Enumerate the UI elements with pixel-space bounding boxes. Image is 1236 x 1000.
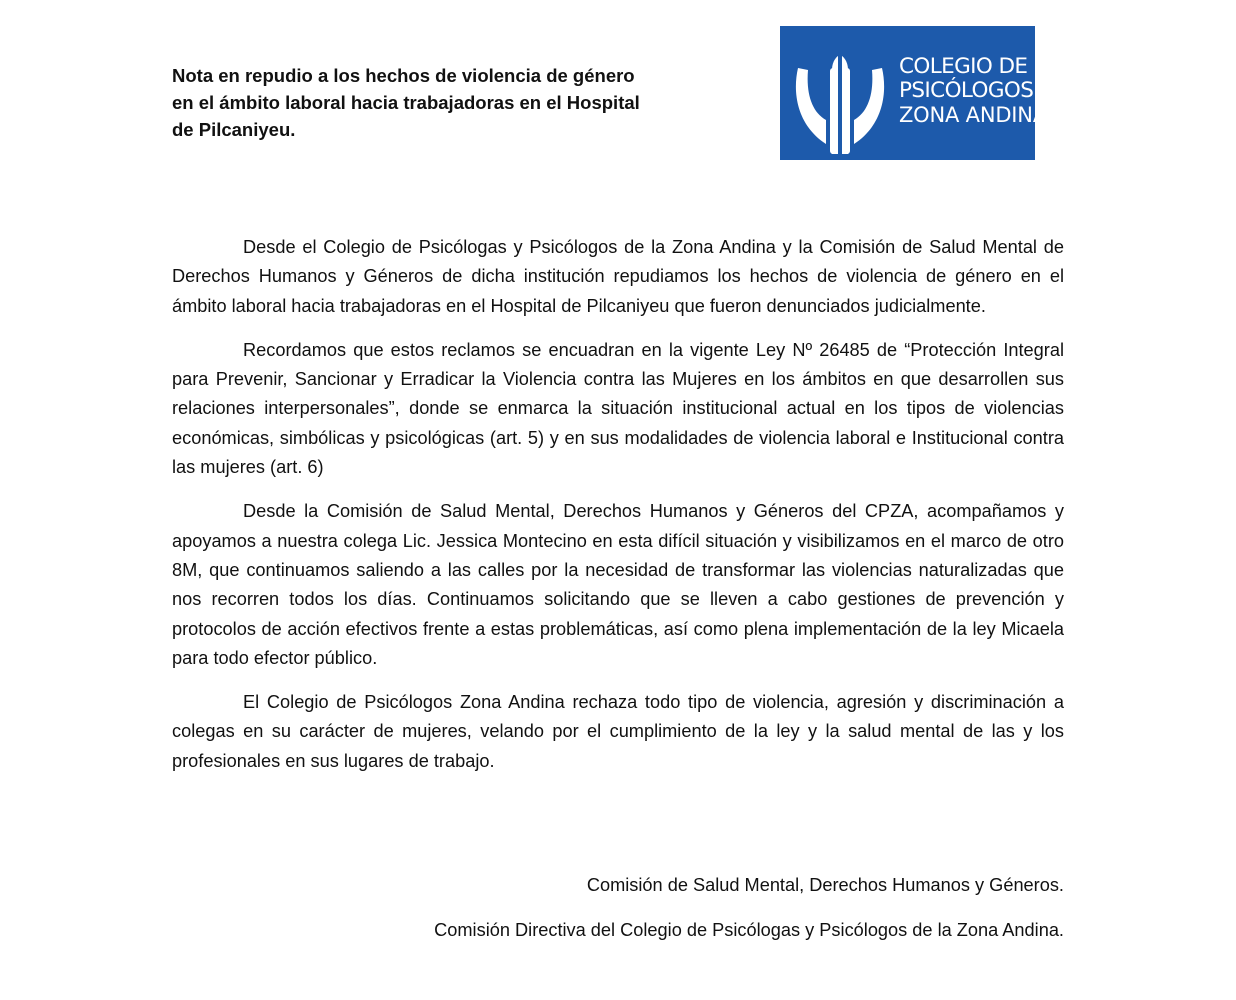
body-paragraph: El Colegio de Psicólogos Zona Andina rechaza todo tipo de violencia, agresión y discriminación a colegas en su carácter de mujeres, velando por el cumplimiento de la ley y la salud mental de las y los profesionales en sus lugares de trabajo. (172, 692, 1064, 771)
logo-wordmark (899, 55, 1047, 127)
signature-board: Comisión Directiva del Colegio de Psicólogas y Psicólogos de la Zona Andina. (434, 920, 1064, 940)
body-paragraph: Desde la Comisión de Salud Mental, Derechos Humanos y Géneros del CPZA, acompañamos y apoyamos a nuestra colega Lic. Jessica Montecino en esta difícil situación y visibilizamos en el marco de otro 8M, que continuamos saliendo a las calles por la necesidad de transformar las violencias naturalizadas que nos recorren todos los días. Continuamos solicitando que se lleven a cabo gestiones de prevención y protocolos de acción efectivos frente a estas problemáticas, así como plena implementación de la ley Micaela para todo efector público. (172, 501, 1064, 668)
logo-line: ZONA ANDINA (899, 103, 1047, 127)
logo-line: PSICÓLOGOS (899, 78, 1034, 103)
signature-commission: Comisión de Salud Mental, Derechos Humanos y Géneros. (586, 875, 1064, 895)
logo-line: COLEGIO DE (899, 54, 1028, 79)
title-line: en el ámbito laboral hacia trabajadoras en el Hospital (172, 92, 640, 113)
psi-icon (792, 56, 888, 156)
body-paragraph: Desde el Colegio de Psicólogas y Psicólogos de la Zona Andina y la Comisión de Salud Mental de Derechos Humanos y Géneros de dicha institución repudiamos los hechos de violencia de género en el ámbito laboral hacia trabajadoras en el Hospital de Pilcaniyeu que fueron denunciados judicialmente. (172, 237, 1064, 316)
title-line: Nota en repudio a los hechos de violencia de género (172, 65, 635, 86)
body-paragraph: Recordamos que estos reclamos se encuadran en la vigente Ley Nº 26485 de “Protección Integral para Prevenir, Sancionar y Erradicar la Violencia contra las Mujeres en los ámbitos en que desarrollen sus relaciones interpersonales”, donde se enmarca la situación institucional actual en los tipos de violencias económicas, simbólicas y psicológicas (art. 5) y en sus modalidades de violencia laboral e Institucional contra las mujeres (art. 6) (172, 339, 1064, 478)
colegio-logo (780, 26, 1047, 160)
document-title (172, 62, 692, 143)
title-line: de Pilcaniyeu. (172, 119, 296, 140)
document-body (172, 233, 1064, 791)
